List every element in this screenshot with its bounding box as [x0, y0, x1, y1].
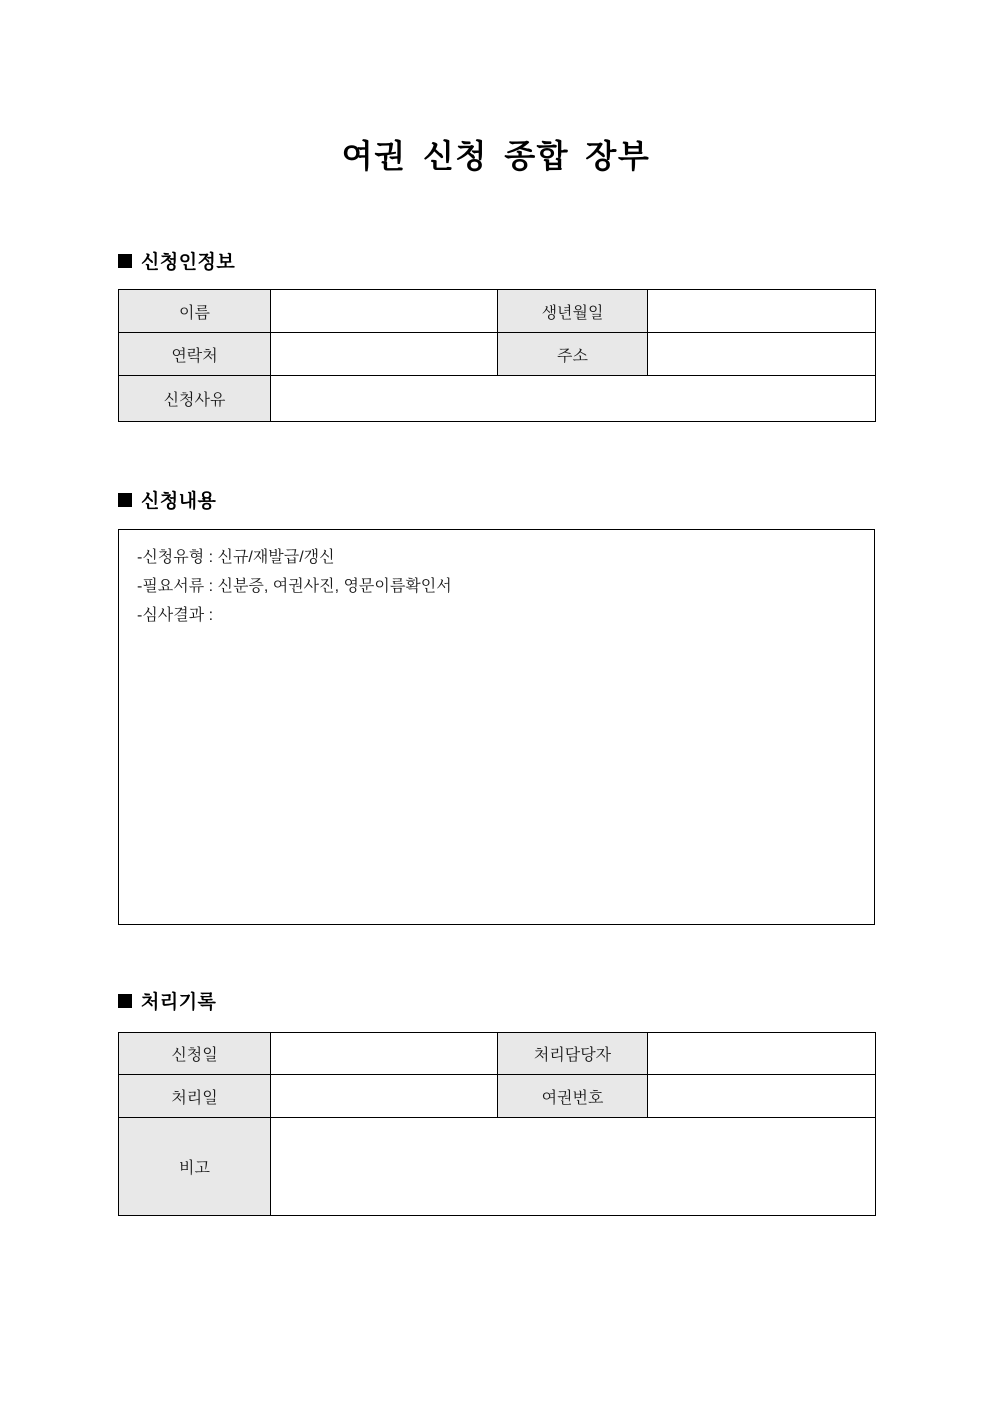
section-heading-applicant-info: [118, 252, 235, 274]
table-row: [119, 1033, 876, 1075]
field-label-processing-date: 처리일: [119, 1075, 271, 1118]
field-label-contact: 연락처: [119, 333, 271, 376]
section-heading-label: 신청인정보: [141, 252, 236, 273]
field-value-passport-number[interactable]: [648, 1075, 876, 1118]
field-label-remarks: 비고: [119, 1118, 271, 1216]
section-heading-label: 처리기록: [141, 992, 217, 1013]
table-row: [119, 1118, 876, 1216]
review-result-line: -심사결과 :: [137, 607, 218, 624]
table-row: [119, 1075, 876, 1118]
field-value-address[interactable]: [648, 333, 876, 376]
field-label-handler: 처리담당자: [498, 1033, 648, 1075]
table-row: [119, 376, 876, 422]
field-value-contact[interactable]: [271, 333, 498, 376]
field-value-application-date[interactable]: [271, 1033, 498, 1075]
field-label-address: 주소: [498, 333, 648, 376]
table-row: [119, 333, 876, 376]
section-heading-label: 신청내용: [141, 491, 217, 512]
field-label-passport-number: 여권번호: [498, 1075, 648, 1118]
section-bullet-icon: [118, 254, 132, 268]
section-heading-application-content: [118, 491, 216, 513]
field-label-application-reason: 신청사유: [119, 376, 271, 422]
field-value-processing-date[interactable]: [271, 1075, 498, 1118]
processing-record-table: [118, 1032, 876, 1216]
section-bullet-icon: [118, 493, 132, 507]
section-bullet-icon: [118, 994, 132, 1008]
field-label-name: 이름: [119, 290, 271, 333]
section-heading-processing-record: [118, 992, 216, 1014]
field-value-handler[interactable]: [648, 1033, 876, 1075]
required-documents-line: -필요서류 : 신분증, 여권사진, 영문이름확인서: [137, 578, 452, 595]
document-title: 여권 신청 종합 장부: [341, 138, 651, 174]
field-value-remarks[interactable]: [271, 1118, 876, 1216]
applicant-info-table: [118, 289, 876, 422]
field-value-application-reason[interactable]: [271, 376, 876, 422]
table-row: [119, 290, 876, 333]
application-type-line: -신청유형 : 신규/재발급/갱신: [137, 549, 335, 566]
application-content-box[interactable]: [118, 529, 875, 925]
field-label-application-date: 신청일: [119, 1033, 271, 1075]
field-value-name[interactable]: [271, 290, 498, 333]
field-value-birth-date[interactable]: [648, 290, 876, 333]
field-label-birth-date: 생년월일: [498, 290, 648, 333]
